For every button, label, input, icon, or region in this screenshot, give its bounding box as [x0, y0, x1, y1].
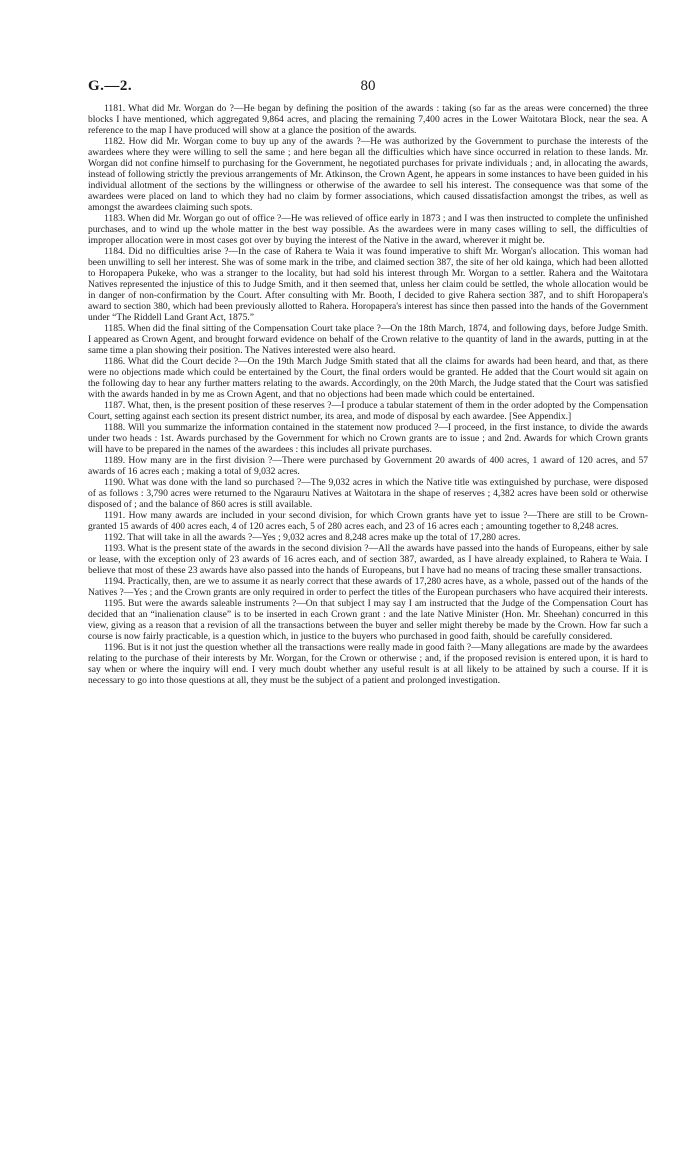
paragraph-1181: 1181. What did Mr. Worgan do ?—He began by defining the position of the awards : taking (so far as the areas were concerned) the three blocks I have mentioned, which aggregated 9,864 acres, and placing the remaining 7,400 acres in the Lower Waitotara Block, near the sea. A reference to the map I have produced will show at a glance the position of the awards.	[88, 103, 648, 136]
page-body	[88, 103, 648, 686]
paragraph-1196: 1196. But is it not just the question whether all the transactions were really made in good faith ?—Many allegations are made by the awardees relating to the purchase of their interests by Mr. Worgan, for the Crown or otherwise ; and, if the proposed revision is entered upon, it is hard to say when or where the inquiry will end. I very much doubt whether any useful result is at all likely to be attained by such a course. If it is necessary to go into those questions at all, they must be the subject of a patient and prolonged investigation.	[88, 642, 648, 686]
paragraph-1194: 1194. Practically, then, are we to assume it as nearly correct that these awards of 17,280 acres have, as a whole, passed out of the hands of the Natives ?—Yes ; and the Crown grants are only required in order to perfect the titles of the European purchasers who have acquired their interests.	[88, 576, 648, 598]
paragraph-1195: 1195. But were the awards saleable instruments ?—On that subject I may say I am instructed that the Judge of the Compensation Court has decided that an “inalienation clause” is to be inserted in each Crown grant : and the late Native Minister (Hon. Mr. Sheehan) concurred in this view, giving as a reason that a revision of all the transactions between the buyer and seller might thereby be made by the Crown. How far such a course is now fairly practicable, is a question which, in justice to the buyers who purchased in good faith, should be carefully considered.	[88, 598, 648, 642]
paragraph-1183: 1183. When did Mr. Worgan go out of office ?—He was relieved of office early in 1873 ; and I was then instructed to complete the unfinished purchases, and to wind up the whole matter in the best way possible. As the awardees were in many cases willing to sell, the difficulties of improper allocation were in most cases got over by buying the interest of the Native in the award, wherever it might be.	[88, 213, 648, 246]
paragraph-1192: 1192. That will take in all the awards ?—Yes ; 9,032 acres and 8,248 acres make up the total of 17,280 acres.	[104, 532, 521, 543]
paragraph-1187: 1187. What, then, is the present position of these reserves ?—I produce a tabular statement of them in the order adopted by the Compensation Court, setting against each section its present district number, its area, and mode of disposal by each awardee. [See Appendix.]	[88, 400, 648, 422]
paragraph-1189: 1189. How many are in the first division ?—There were purchased by Government 20 awards of 400 acres, 1 award of 120 acres, and 57 awards of 16 acres each ; making a total of 9,032 acres.	[88, 455, 648, 477]
series-code: G.—2.	[88, 78, 133, 94]
paragraph-1185: 1185. When did the final sitting of the Compensation Court take place ?—On the 18th March, 1874, and following days, before Judge Smith. I appeared as Crown Agent, and brought forward evidence on behalf of the Crown relative to the quantity of land in the awards, putting in at the same time a plan showing their position. The Natives interested were also heard.	[88, 323, 648, 356]
page-number: 80	[360, 78, 376, 94]
paragraph-1188: 1188. Will you summarize the information contained in the statement now produced ?—I proceed, in the first instance, to divide the awards under two heads : 1st. Awards purchased by the Government for which no Crown grants are to issue ; and 2nd. Awards for which Crown grants will have to be prepared in the names of the awardees : this includes all private purchases.	[88, 422, 648, 455]
page-header	[88, 78, 648, 98]
paragraph-1186: 1186. What did the Court decide ?—On the 19th March Judge Smith stated that all the claims for awards had been heard, and that, as there were no objections made which could be entertained by the Court, the final orders would be granted. He added that the Court would sit again on the following day to hear any further matters relating to the awards. Accordingly, on the 20th March, the Judge stated that the Court was satisfied with the awards handed in by me as Crown Agent, and that no objections had been made which could be entertained.	[88, 356, 648, 400]
paragraph-1190: 1190. What was done with the land so purchased ?—The 9,032 acres in which the Native title was extinguished by purchase, were disposed of as follows : 3,790 acres were returned to the Ngarauru Natives at Waitotara in the shape of reserves ; 4,382 acres have been sold or otherwise disposed of ; and the balance of 860 acres is still available.	[88, 477, 648, 510]
paragraph-1193: 1193. What is the present state of the awards in the second division ?—All the awards have passed into the hands of Europeans, either by sale or lease, with the exception only of 23 awards of 16 acres each, and of section 387, awarded, as I have already explained, to Rahera te Waia. I believe that most of these 23 awards have also passed into the hands of Europeans, but I have had no means of tracing these smaller transactions.	[88, 543, 648, 576]
paragraph-1191: 1191. How many awards are included in your second division, for which Crown grants have yet to issue ?—There are still to be Crown-granted 15 awards of 400 acres each, 4 of 120 acres each, 5 of 280 acres each, and 23 of 16 acres each ; amounting together to 8,248 acres.	[88, 510, 648, 532]
paragraph-1184: 1184. Did no difficulties arise ?—In the case of Rahera te Waia it was found imperative to shift Mr. Worgan's allocation. This woman had been unwilling to sell her interest. She was of some mark in the tribe, and claimed section 387, the site of her old kainga, which had been allotted to Horopapera Pukeke, who was a stranger to the locality, but had sold his interest through Mr. Worgan to a settler. Rahera and the Waitotara Natives represented the injustice of this to Judge Smith, and it then seemed that, unless her claim could be settled, the whole allocation would be in danger of non-confirmation by the Court. After consulting with Mr. Booth, I decided to give Rahera section 387, and to shift Horopapera's award to section 380, which had been previously allotted to Rahera. Horopapera's interest has since then passed into the hands of the Government under “The Riddell Land Grant Act, 1875.”	[88, 246, 648, 323]
paragraph-1182: 1182. How did Mr. Worgan come to buy up any of the awards ?—He was authorized by the Government to purchase the interests of the awardees where they were willing to sell the same ; and here began all the difficulties which have since occurred in relation to these lands. Mr. Worgan did not confine himself to purchasing for the Government, he negotiated purchases for private individuals ; and, in allocating the awards, instead of following strictly the previous arrangements of Mr. Atkinson, the Crown Agent, he appears in some instances to have been guided in his individual allotment of the sections by the willingness or otherwise of the awardee to sell his interest. The consequence was that some of the awardees were placed on land to which they had no claim by former associations, which caused dissatisfaction amongst the tribes, as well as amongst the awardees claiming such spots.	[88, 136, 648, 213]
